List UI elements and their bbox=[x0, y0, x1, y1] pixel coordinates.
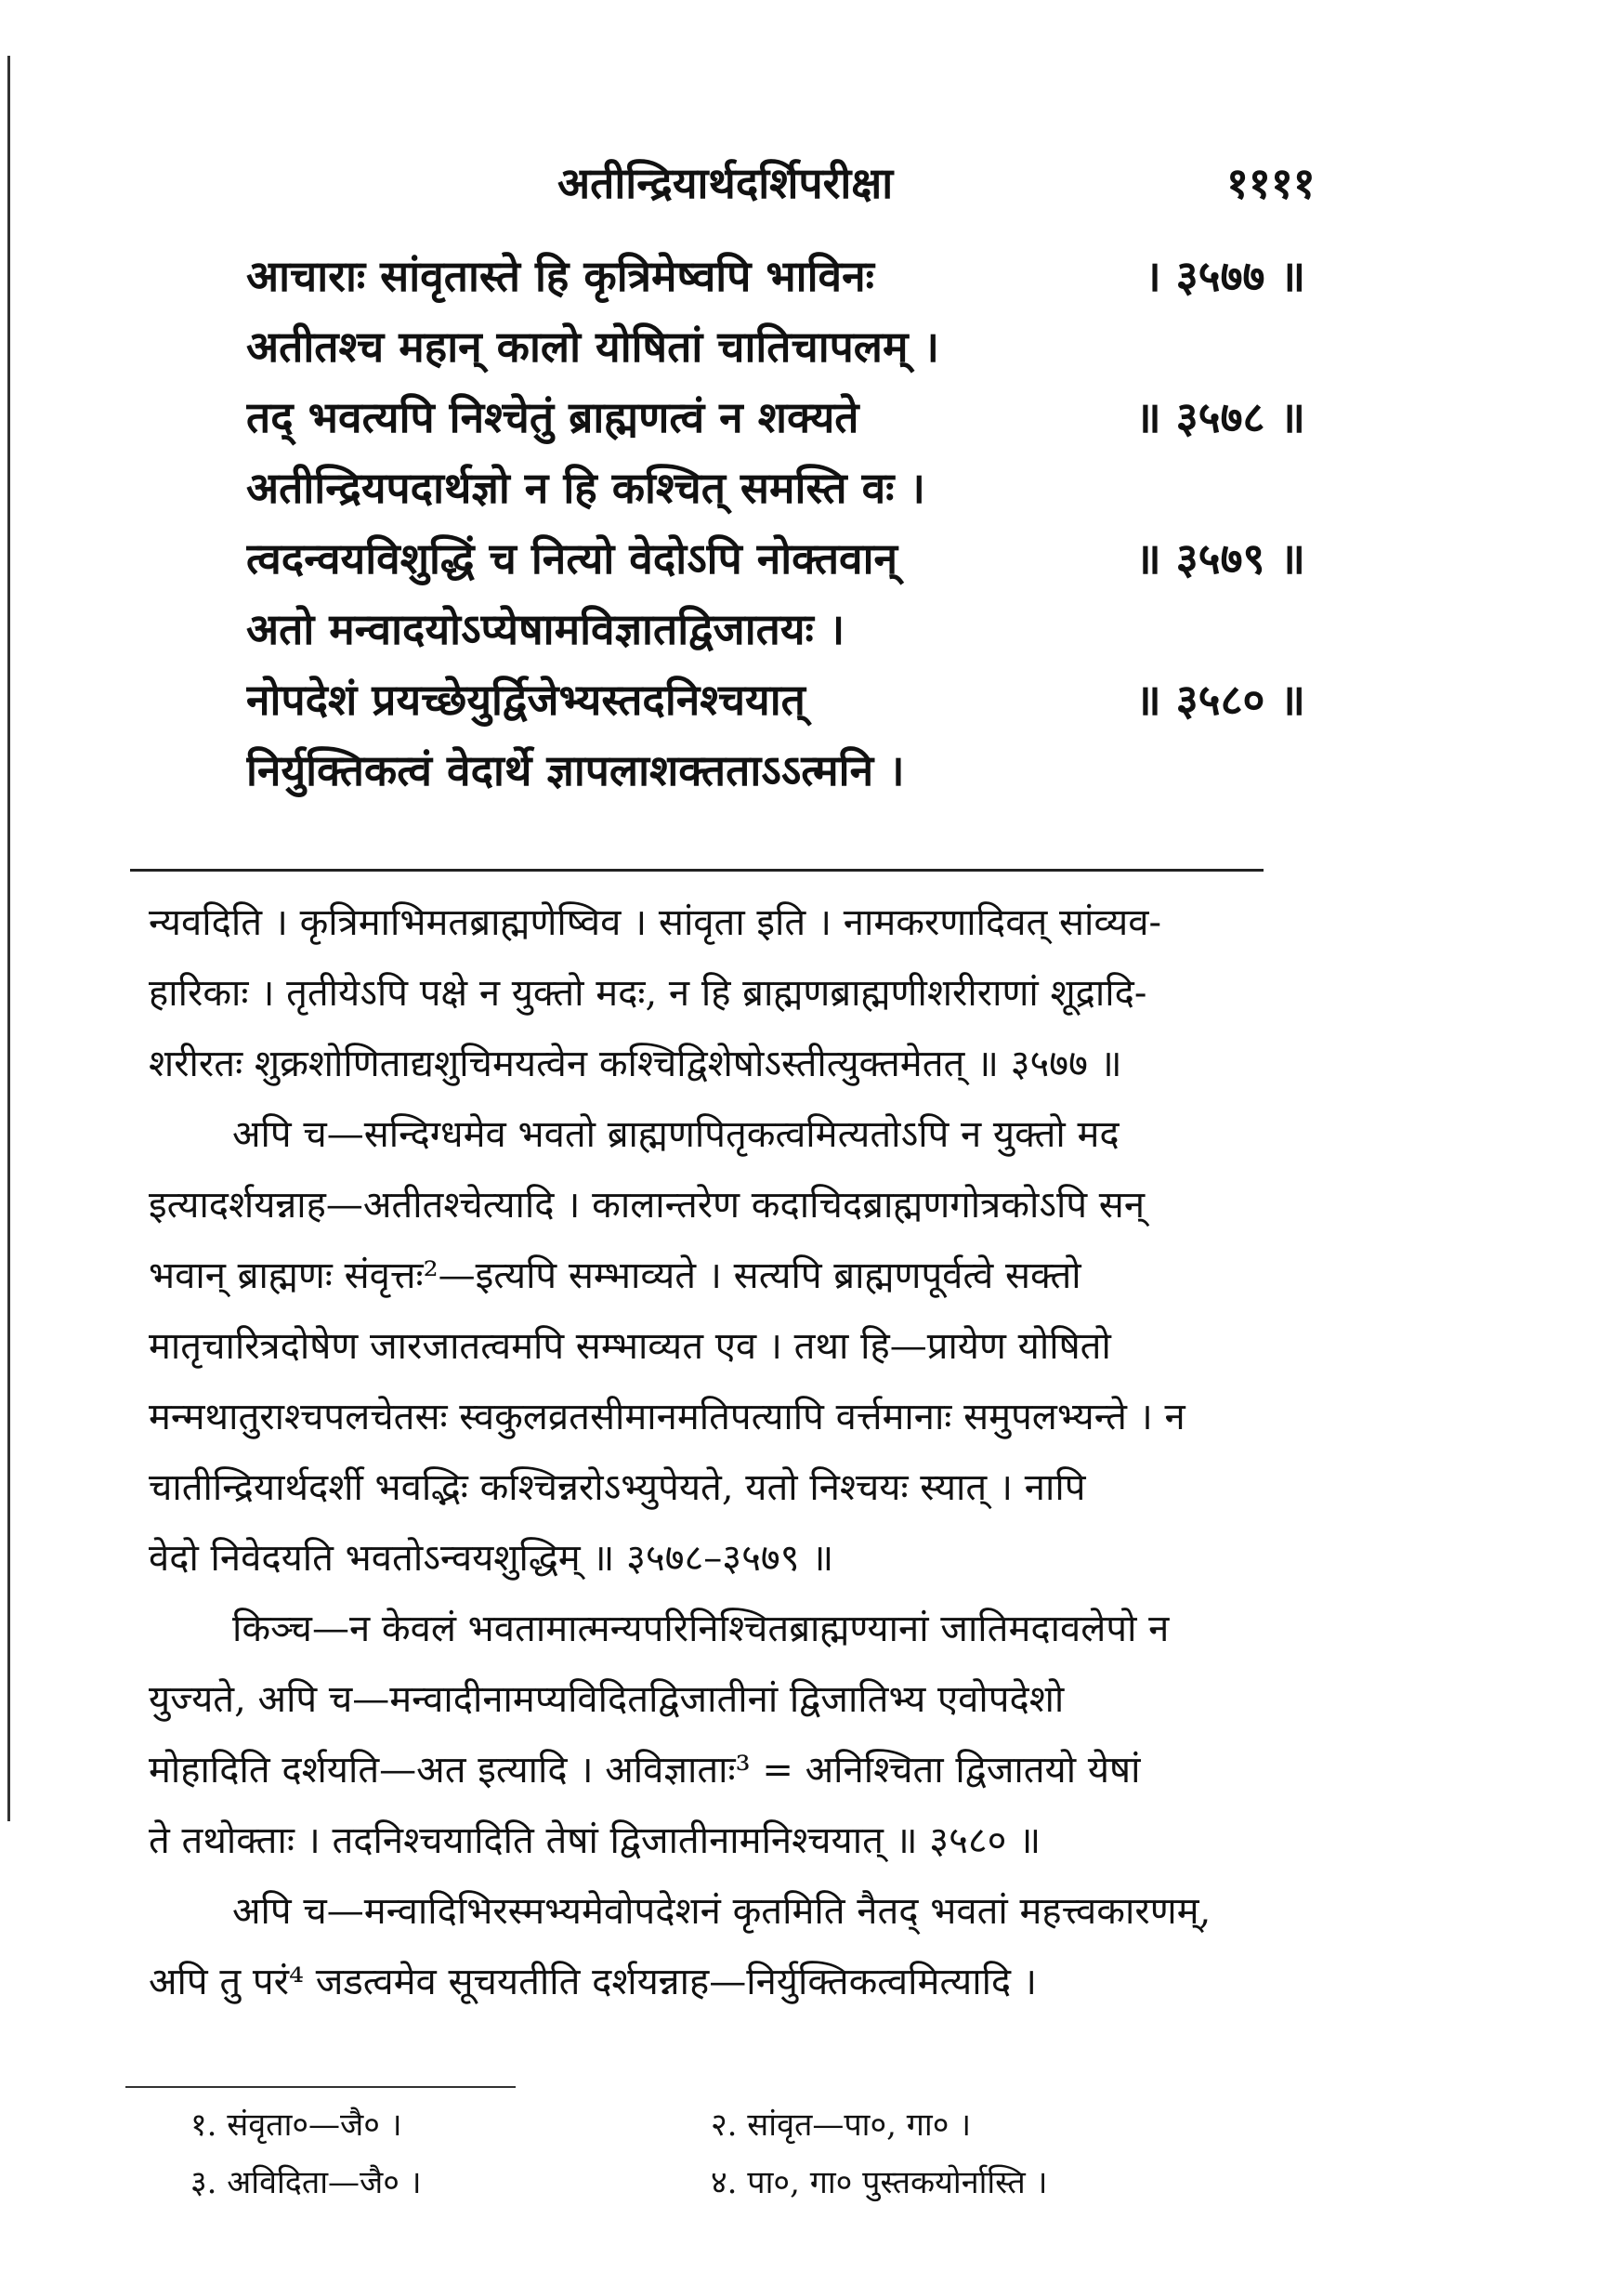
footnote: २. सांवृत—पा०, गा० । bbox=[711, 2107, 972, 2144]
verse-commentary-divider bbox=[130, 869, 1264, 872]
commentary-line: हारिकाः । तृतीयेऽपि पक्षे न युक्तो मदः, न हि ब्राह्मणब्राह्मणीशरीराणां शूद्रादि- bbox=[149, 972, 1147, 1015]
footnotes bbox=[190, 2102, 1305, 2217]
commentary-line: वेदो निवेदयति भवतोऽन्वयशुद्धिम् ॥ ३५७८–३५७९ ॥ bbox=[149, 1537, 834, 1580]
verse-line bbox=[246, 246, 1305, 317]
footnote: १. संवृता०—जै० । bbox=[190, 2107, 402, 2144]
verse-line bbox=[246, 599, 1305, 670]
verse-line bbox=[246, 670, 1305, 741]
verse-text: अतीन्द्रियपदार्थज्ञो न हि कश्चित् समस्ति वः । bbox=[246, 463, 925, 513]
verse-text: अतीतश्च महान् कालो योषितां चातिचापलम् । bbox=[246, 322, 939, 372]
verse-text: आचाराः सांवृतास्ते हि कृत्रिमेष्वपि भाविनः bbox=[246, 251, 874, 301]
commentary-line: न्यवदिति । कृत्रिमाभिमतब्राह्मणेष्विव । सांवृता इति । नामकरणादिवत् सांव्यव- bbox=[149, 901, 1162, 944]
commentary-line: शरीरतः शुक्रशोणिताद्यशुचिमयत्वेन कश्चिद्विशेषोऽस्तीत्युक्तमेतत् ॥ ३५७७ ॥ bbox=[149, 1043, 1122, 1085]
commentary-line: चातीन्द्रियार्थदर्शी भवद्भिः कश्चिन्नरोऽभ्युपेयते, यतो निश्चयः स्यात् । नापि bbox=[149, 1466, 1086, 1509]
footnote: ४. पा०, गा० पुस्तकयोर्नास्ति । bbox=[711, 2164, 1048, 2201]
verse-text: नोपदेशं प्रयच्छेयुर्द्विजेभ्यस्तदनिश्चयात् bbox=[246, 675, 805, 725]
commentary-line: भवान् ब्राह्मणः संवृत्तः²—इत्यपि सम्भाव्यते । सत्यपि ब्राह्मणपूर्वत्वे सक्तो bbox=[149, 1254, 1081, 1297]
commentary-line: युज्यते, अपि च—मन्वादीनामप्यविदितद्विजातीनां द्विजातिभ्य एवोपदेशो bbox=[149, 1678, 1065, 1721]
commentary-line: किञ्च—न केवलं भवतामात्मन्यपरिनिश्चितब्राह्मण्यानां जातिमदावलेपो न bbox=[232, 1608, 1170, 1650]
commentary-block bbox=[149, 887, 1296, 2017]
footnote: ३. अविदिता—जै० । bbox=[190, 2164, 422, 2201]
verse-number: ॥ ३५७८ ॥ bbox=[1135, 392, 1305, 442]
commentary-line: ते तथोक्ताः । तदनिश्चयादिति तेषां द्विजातीनामनिश्चयात् ॥ ३५८० ॥ bbox=[149, 1819, 1041, 1862]
commentary-line: मोहादिति दर्शयति—अत इत्यादि । अविज्ञाताः³ = अनिश्चिता द्विजातयो येषां bbox=[149, 1749, 1141, 1792]
running-title: अतीन्द्रियार्थदर्शिपरीक्षा bbox=[557, 158, 894, 208]
verse-number: । ३५७७ ॥ bbox=[1145, 251, 1305, 301]
verse-text: निर्युक्तिकत्वं वेदार्थे ज्ञापलाशक्तताऽऽत्मनि । bbox=[246, 745, 905, 795]
verse-line bbox=[246, 458, 1305, 529]
commentary-line: मन्मथातुराश्चपलचेतसः स्वकुलव्रतसीमानमतिपत्यापि वर्त्तमानाः समुपलभ्यन्ते । न bbox=[149, 1396, 1185, 1438]
verse-number: ॥ ३५८० ॥ bbox=[1135, 675, 1305, 725]
commentary-line: अपि च—सन्दिग्धमेव भवतो ब्राह्मणपितृकत्वमित्यतोऽपि न युक्तो मद bbox=[232, 1113, 1120, 1156]
verse-text: अतो मन्वादयोऽप्येषामविज्ञातद्विजातयः । bbox=[246, 604, 845, 654]
footnote-divider bbox=[125, 2086, 516, 2088]
footnote-row bbox=[190, 2102, 1305, 2159]
binding-edge-line bbox=[7, 56, 10, 1821]
verse-text: तद् भवत्यपि निश्चेतुं ब्राह्मणत्वं न शक्यते bbox=[246, 392, 859, 442]
verse-number: ॥ ३५७९ ॥ bbox=[1135, 533, 1305, 584]
page-header bbox=[557, 153, 1486, 228]
verse-line bbox=[246, 317, 1305, 387]
verse-line bbox=[246, 529, 1305, 599]
verse-text: त्वदन्वयविशुद्धिं च नित्यो वेदोऽपि नोक्तवान् bbox=[246, 533, 898, 584]
commentary-line: इत्यादर्शयन्नाह—अतीतश्चेत्यादि । कालान्तरेण कदाचिदब्राह्मणगोत्रकोऽपि सन् bbox=[149, 1184, 1146, 1227]
footnote-row bbox=[190, 2159, 1305, 2217]
commentary-line: अपि तु परं⁴ जडत्वमेव सूचयतीति दर्शयन्नाह—निर्युक्तिकत्वमित्यादि । bbox=[149, 1961, 1038, 2003]
page-number: ११११ bbox=[1226, 158, 1316, 208]
commentary-line: मातृचारित्रदोषेण जारजातत्वमपि सम्भाव्यत एव । तथा हि—प्रायेण योषितो bbox=[149, 1325, 1111, 1368]
verse-line bbox=[246, 741, 1305, 811]
commentary-line: अपि च—मन्वादिभिरस्मभ्यमेवोपदेशनं कृतमिति नैतद् भवतां महत्त्वकारणम्, bbox=[232, 1890, 1211, 1933]
verse-line bbox=[246, 387, 1305, 458]
verse-block bbox=[246, 246, 1305, 811]
